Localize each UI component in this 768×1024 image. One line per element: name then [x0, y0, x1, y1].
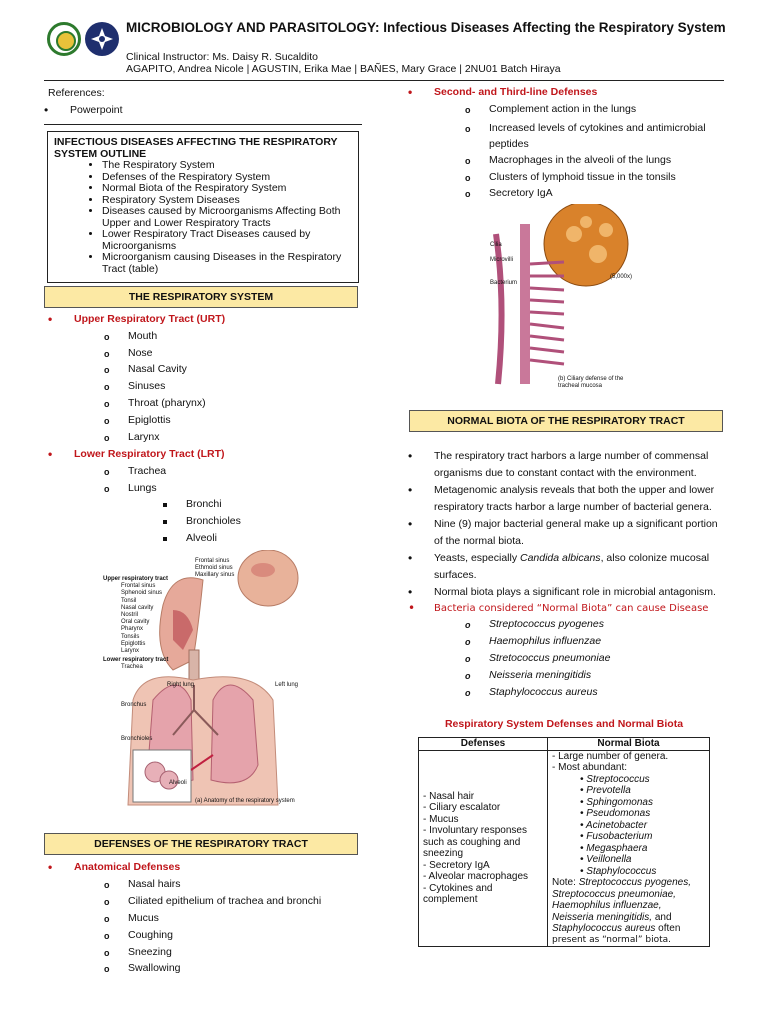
- urt-item: o Larynx: [128, 431, 160, 444]
- section-respiratory-system: THE RESPIRATORY SYSTEM: [44, 286, 358, 308]
- second-third-line-label: • Second- and Third-line Defenses: [434, 86, 597, 99]
- urt-item: o Epiglottis: [128, 414, 171, 427]
- genus-entry: • Pseudomonas: [580, 808, 651, 819]
- urt-item: o Nose: [128, 347, 153, 360]
- label-maxillary-sinus: Maxillary sinus: [195, 572, 235, 578]
- disease-species: o Stretococcus pneumoniae: [489, 652, 610, 665]
- label-urt-part: Pharynx: [121, 626, 144, 633]
- defense-entry: - Mucus: [423, 813, 459, 825]
- genus-entry: • Fusobacterium: [580, 831, 653, 842]
- label-trachea: Trachea: [121, 664, 143, 671]
- anatomical-defense-item: o Sneezing: [128, 946, 172, 959]
- label-right-lung: Right lung: [167, 682, 195, 688]
- label-urt-part: Sphenoid sinus: [121, 590, 163, 597]
- label-urt-part: Tonsils: [121, 633, 140, 640]
- genus-entry: • Acinetobacter: [580, 819, 648, 831]
- lung-item: Bronchioles: [186, 515, 241, 527]
- references-divider: [44, 124, 362, 125]
- biota-bullet: • Metagenomic analysis reveals that both the upper and lower respiratory tracts harbor a large number of bacterial genera.: [434, 482, 724, 516]
- defense-entry: - Nasal hair: [423, 790, 475, 802]
- ciliary-defense-figure: [486, 204, 636, 394]
- defense-entry: - Alveolar macrophages: [423, 871, 529, 883]
- lrt-item: o Trachea: [128, 465, 166, 478]
- label-bronchioles: Bronchioles: [121, 736, 153, 742]
- anatomical-defense-item: o Swallowing: [128, 962, 181, 975]
- second-line-item: o Increased levels of cytokines and antimicrobial peptides: [489, 120, 719, 152]
- outline-item: • Respiratory System Diseases: [102, 195, 352, 207]
- label-microvilli: Microvilli: [490, 257, 513, 263]
- disease-species: o Streptococcus pyogenes: [489, 618, 604, 631]
- genus-entry: • Streptococcus: [580, 773, 650, 785]
- label-urt-part: Larynx: [121, 648, 140, 655]
- reference-item: • Powerpoint: [70, 103, 123, 117]
- defense-entry: - Involuntary responses such as coughing and sneezing: [423, 825, 527, 860]
- biota-bullet: • The respiratory tract harbors a large number of commensal organisms due to constant contact with the environment.: [434, 448, 724, 482]
- disease-species: o Staphylococcus aureus: [489, 686, 598, 699]
- disease-species: o Neisseria meningitidis: [489, 669, 591, 682]
- defenses-biota-table: [418, 737, 710, 947]
- lrt-item: o Lungs: [128, 482, 157, 495]
- lung-item: Alveoli: [186, 532, 217, 544]
- biota-bullet: • Nine (9) major bacterial general make up a significant portion of the normal biota.: [434, 516, 724, 550]
- school-seal-logo: [47, 22, 81, 56]
- label-bronchus: Bronchus: [121, 702, 147, 708]
- header-divider: [44, 80, 724, 81]
- biota-bullet: • Normal biota plays a significant role in microbial antagonism.: [434, 584, 724, 601]
- label-urt-part: Nasal cavity: [121, 604, 154, 611]
- second-line-item: o Complement action in the lungs: [489, 103, 636, 116]
- defenses-cell: [419, 750, 548, 947]
- label-bacterium: Bacterium: [490, 280, 518, 286]
- table-title: Respiratory System Defenses and Normal Biota: [444, 718, 684, 730]
- label-urt: Upper respiratory tract: [103, 576, 169, 582]
- label-ethmoid-sinus: Ethmoid sinus: [195, 565, 233, 571]
- outline-item: • Microorganism causing Diseases in the Respiratory Tract (table): [102, 252, 352, 275]
- disease-label: • Bacteria considered “Normal Biota” can cause Disease: [434, 602, 734, 615]
- table-header-biota: Normal Biota: [548, 738, 710, 751]
- label-left-lung: Left lung: [275, 682, 299, 688]
- lung-item: Bronchi: [186, 498, 222, 510]
- lrt-label: • Lower Respiratory Tract (LRT): [74, 448, 225, 461]
- label-cilia: Cilia: [490, 242, 502, 248]
- table-header-defenses: Defenses: [419, 738, 548, 751]
- section-defenses: DEFENSES OF THE RESPIRATORY TRACT: [44, 833, 358, 855]
- instructor-line: Clinical Instructor: Ms. Daisy R. Sucaldito: [126, 51, 318, 63]
- section-normal-biota: NORMAL BIOTA OF THE RESPIRATORY TRACT: [409, 410, 723, 432]
- label-lrt: Lower respiratory tract: [103, 657, 169, 664]
- outline-box: [47, 131, 359, 283]
- label-urt-part: Epiglottis: [121, 640, 146, 647]
- label-urt-part: Frontal sinus: [121, 583, 156, 590]
- disease-species: o Haemophilus influenzae: [489, 635, 601, 648]
- label-urt-part: Tonsil: [121, 597, 137, 604]
- genus-entry: • Staphylococcus: [580, 865, 657, 877]
- anatomical-defense-item: o Mucus: [128, 912, 159, 925]
- authors-line: AGAPITO, Andrea Nicole | AGUSTIN, Erika Mae | BAÑES, Mary Grace | 2NU01 Batch Hiraya: [126, 63, 561, 75]
- label-urt-part: Oral cavity: [121, 619, 150, 626]
- cilia-illustration: [486, 204, 636, 394]
- biota-entry: - Most abundant:: [552, 762, 628, 773]
- genus-entry: • Veillonella: [580, 854, 632, 865]
- document-title: MICROBIOLOGY AND PARASITOLOGY: Infectious Diseases Affecting the Respiratory System: [126, 20, 726, 35]
- outline-item: • The Respiratory System: [102, 160, 352, 172]
- genus-entry: • Sphingomonas: [580, 796, 653, 808]
- anatomical-defense-item: o Ciliated epithelium of trachea and bronchi: [128, 895, 321, 908]
- urt-item: o Mouth: [128, 330, 157, 343]
- label-frontal-sinus: Frontal sinus: [195, 558, 230, 564]
- cilia-caption: (b) Ciliary defense of the tracheal mucosa: [558, 376, 624, 389]
- urt-item: o Nasal Cavity: [128, 363, 187, 376]
- genus-entry: • Prevotella: [580, 785, 631, 796]
- outline-item: • Lower Respiratory Tract Diseases caused by Microorganisms: [102, 229, 352, 252]
- anatomical-defenses-label: • Anatomical Defenses: [74, 861, 180, 874]
- outline-title: INFECTIOUS DISEASES AFFECTING THE RESPIRATORY SYSTEM OUTLINE: [54, 136, 338, 160]
- second-line-item: o Secretory IgA: [489, 187, 553, 200]
- label-alveoli: Alveoli: [169, 780, 187, 786]
- label-urt-part: Nostril: [121, 612, 139, 619]
- biota-cell: [548, 750, 710, 947]
- label-magnification: (5,000x): [610, 274, 633, 280]
- urt-item: o Sinuses: [128, 380, 165, 393]
- biota-entry: - Large number of genera.: [552, 750, 669, 762]
- defense-entry: - Secretory IgA: [423, 859, 490, 871]
- defense-entry: - Ciliary escalator: [423, 802, 501, 814]
- anatomical-defense-item: o Nasal hairs: [128, 878, 181, 891]
- genus-entry: • Megasphaera: [580, 842, 648, 854]
- second-line-item: o Macrophages in the alveoli of the lungs: [489, 154, 671, 167]
- urt-item: o Throat (pharynx): [128, 397, 206, 410]
- outline-item: • Defenses of the Respiratory System: [102, 172, 352, 184]
- second-line-item: o Clusters of lymphoid tissue in the tonsils: [489, 171, 676, 184]
- biota-note-tail: present as “normal” biota.: [552, 934, 671, 945]
- biota-note: Note: Streptococcus pyogenes, Streptococcus pneumoniae, Haemophilus influenzae, Neisseria meningitidis, and Staphylococcus aureus often: [552, 877, 691, 934]
- anatomical-defense-item: o Coughing: [128, 929, 173, 942]
- figure-caption: (a) Anatomy of the respiratory system: [195, 798, 295, 804]
- outline-item: • Diseases caused by Microorganisms Affecting Both Upper and Lower Respiratory Tracts: [102, 206, 352, 229]
- outline-item: • Normal Biota of the Respiratory System: [102, 183, 352, 195]
- references-label: References:: [48, 87, 105, 99]
- college-cross-logo: [85, 22, 119, 56]
- defense-entry: - Cytokines and complement: [423, 882, 493, 906]
- biota-bullet-yeast: • Yeasts, especially Candida albicans, also colonize mucosal surfaces.: [434, 550, 724, 584]
- urt-label: • Upper Respiratory Tract (URT): [74, 313, 225, 326]
- respiratory-anatomy-figure: [103, 550, 307, 810]
